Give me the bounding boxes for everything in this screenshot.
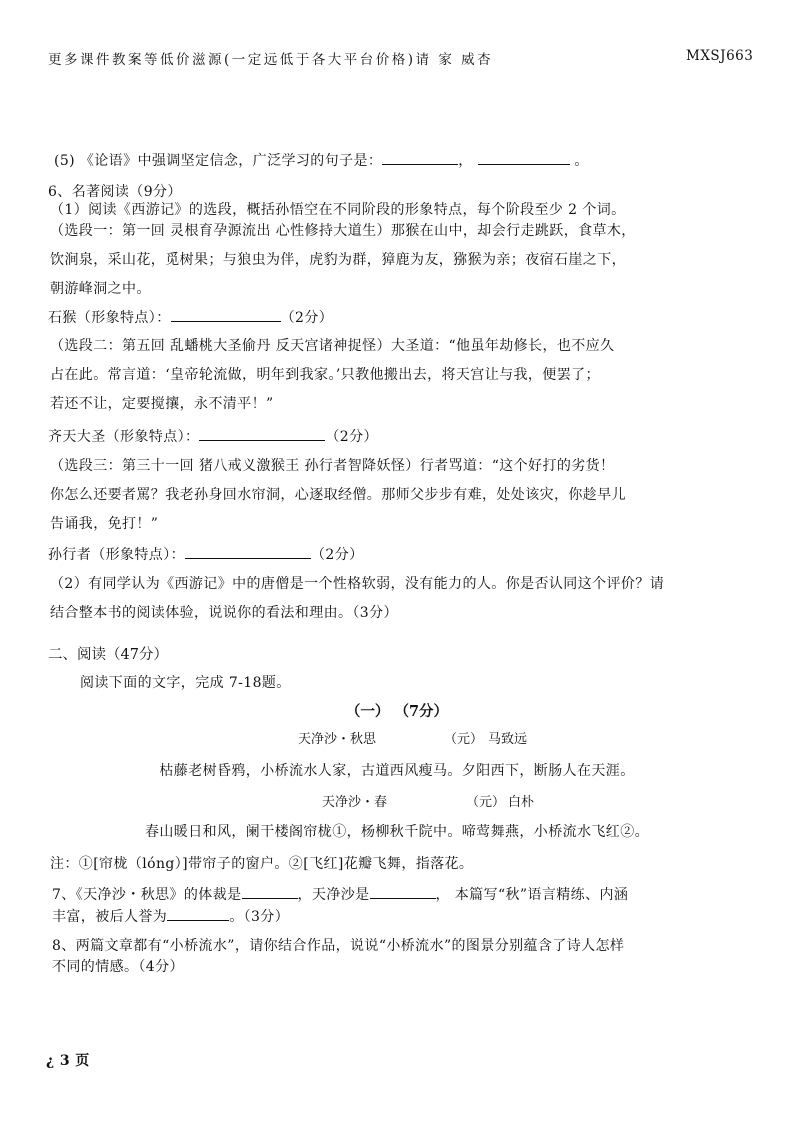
answer-blank-3[interactable]: [185, 544, 311, 559]
q6-excerpt3-line3: 告诵我，免打！”: [50, 516, 159, 532]
poem2-title: 天净沙・春: [322, 795, 388, 810]
poem1-body: 枯藤老树昏鸦，小桥流水人家，古道西风瘦马。夕阳西下，断肠人在天涯。: [159, 763, 635, 779]
q6-part2-line1: （2）有同学认为《西游记》中的唐僧是一个性格软弱，没有能力的人。你是否认同这个评价？请: [50, 576, 665, 592]
q6-excerpt1-line3: 朝游峰洞之中。: [50, 281, 151, 297]
poem1-author: 马致远: [488, 732, 528, 747]
q6-excerpt1-answer: [48, 307, 333, 327]
score-label: （2分）: [280, 310, 334, 326]
q5-blank-1[interactable]: [382, 150, 458, 165]
q7-blank-1[interactable]: [242, 884, 298, 899]
poem2-dynasty: （元）: [466, 795, 506, 810]
q5-line: [54, 150, 589, 170]
q5-comma: ，: [458, 153, 473, 169]
poem1-title: 天净沙・秋思: [298, 732, 377, 747]
q7-text-e: 。（3分）: [229, 909, 290, 925]
q7-blank-2[interactable]: [370, 884, 436, 899]
q8-line2: 不同的情感。（4分）: [52, 959, 184, 975]
q5-text: (5) 《论语》中强调坚定信念，广泛学习的句子是：: [54, 153, 383, 169]
section2-title: 二、阅读（47分）: [48, 647, 168, 663]
q6-excerpt3-line2: 你怎么还要者罵？我老孙身回水帘洞，心逐取经僧。那师父步步有难，处处该灾，你趁早儿: [50, 487, 626, 503]
annotation-note: 注：①[帘栊（lóng）]带帘子的窗户。②[飞红]花瓣飞舞，指落花。: [50, 856, 474, 872]
answer-label: 齐天大圣（形象特点）：: [48, 429, 200, 445]
section2-instruction: 阅读下面的文字，完成 7-18题。: [80, 675, 291, 691]
q5-end: 。: [574, 153, 589, 169]
answer-blank-1[interactable]: [171, 307, 281, 322]
q8-line1: 8、两篇文章都有“小桥流水”，请你结合作品，说说“小桥流水”的图景分别蕴含了诗人怎样: [52, 938, 625, 954]
score-label: （2分）: [311, 547, 364, 563]
score-label: （2分）: [325, 429, 378, 445]
q6-excerpt1-line1: （选段一：第一回 灵根育孕源流出 心性修持大道生）那猴在山中，却会行走跳跃，食草木，: [50, 223, 636, 239]
q6-excerpt2-line3: 若还不让，定要搅攘，永不清平！”: [50, 396, 274, 412]
poem1-dynasty: （元）: [444, 732, 484, 747]
q7-text-b: ，天净沙是: [297, 887, 370, 903]
q6-part1-instruction: （1）阅读《西游记》的选段，概括孙悟空在不同阶段的形象特点，每个阶段至少 2 个词。: [50, 202, 626, 218]
q5-blank-2[interactable]: [478, 150, 570, 165]
q7-line1: [52, 884, 628, 904]
header-ad-text: 更多课件教案等低价滋源(一定远低于各大平台价格)请 家 威杏: [48, 52, 494, 68]
poem2-body: 春山暖日和风，阑干楼阁帘栊①，杨柳秋千院中。啼莺舞燕，小桥流水飞红②。: [145, 824, 649, 840]
answer-blank-2[interactable]: [199, 426, 325, 441]
header-code: MXSJ663: [686, 48, 754, 64]
q6-excerpt2-line2: 占在此。常言道：‘皇帝轮流做，明年到我家。’只教他搬出去，将天宫让与我，便罢了；: [50, 367, 600, 383]
poem2-author: 白朴: [508, 795, 535, 810]
q7-blank-3[interactable]: [167, 906, 229, 921]
q6-excerpt3-line1: （选段三：第三十一回 猪八戒义激猴王 孙行者智降妖怪）行者骂道：“这个好打的劣货！: [50, 458, 615, 474]
answer-label: 石猴（形象特点）：: [48, 310, 171, 326]
q7-text-c: ， 本篇写“秋”语言精练、内涵: [435, 887, 629, 903]
part1-title: （一） （7分）: [345, 703, 449, 720]
q6-excerpt3-answer: [48, 544, 364, 564]
q6-excerpt2-answer: [48, 426, 378, 446]
q7-text-d: 丰富，被后人誉为: [52, 909, 168, 925]
q6-excerpt2-line1: （选段二：第五回 乱蟠桃大圣偷丹 反天宫诸神捉怪）大圣道：“他虽年劫修长，也不应久: [50, 338, 615, 354]
q7-line2: [52, 906, 289, 926]
q6-excerpt1-line2: 饮涧泉，采山花，觅树果；与狼虫为伴，虎豹为群，獐鹿为友，猕猴为亲；夜宿石崖之下，: [50, 252, 626, 268]
q7-text-a: 7、《天净沙・秋思》的体裁是: [52, 887, 242, 903]
q6-title: 6、名著阅读（9分）: [48, 184, 182, 200]
q6-part2-line2: 结合整本书的阅读体验，说说你的看法和理由。（3分）: [50, 605, 398, 621]
answer-label: 孙行者（形象特点）：: [48, 547, 185, 563]
page-number: ¿ 3 页: [46, 1053, 90, 1069]
